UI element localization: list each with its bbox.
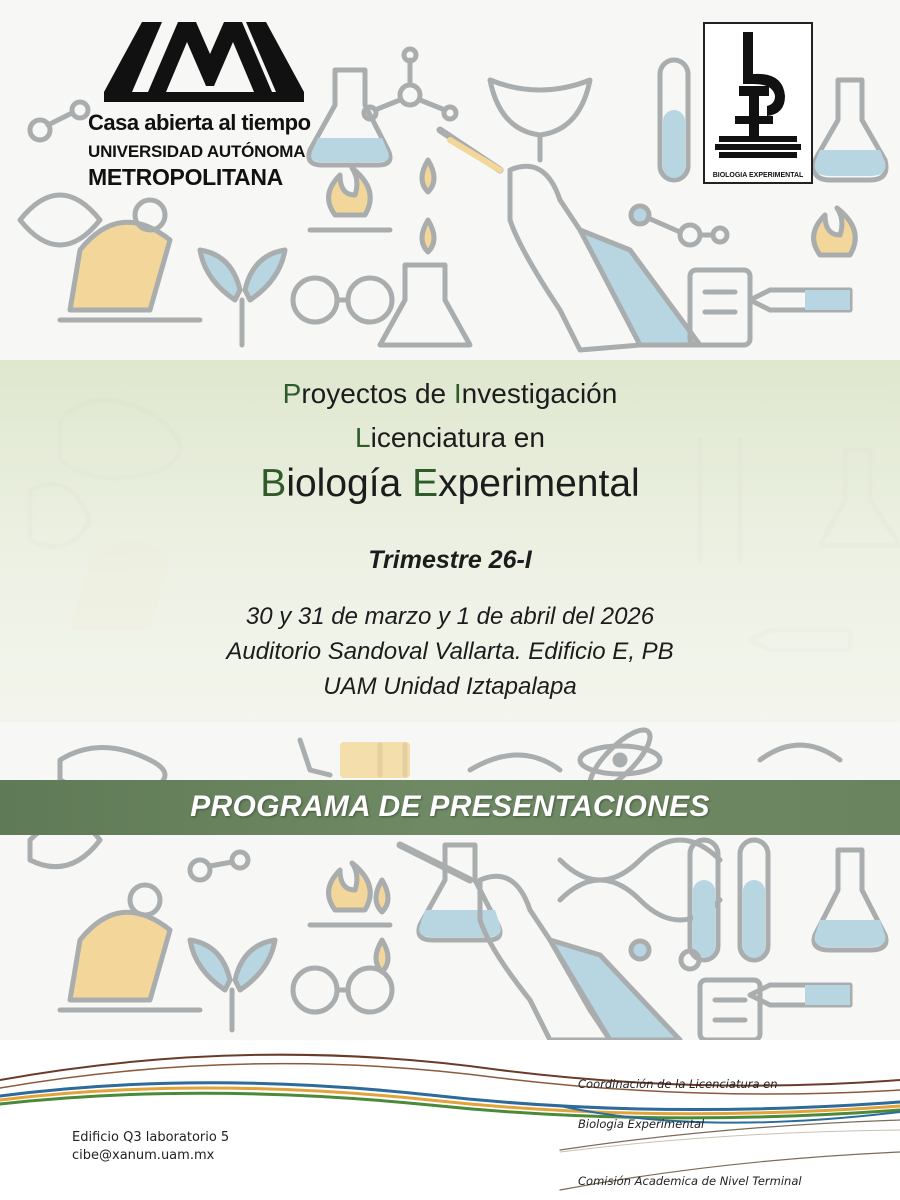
glasses-icon bbox=[293, 968, 392, 1012]
footer-coordination-line1: Coordinación de la Licenciatura en bbox=[578, 1077, 778, 1091]
title-text: icenciatura en bbox=[370, 422, 545, 453]
footer-coordination-line2: Biologia Experimental bbox=[578, 1117, 705, 1131]
test-tube-icon bbox=[690, 840, 768, 960]
pencil-icon bbox=[750, 985, 850, 1005]
title-initial: I bbox=[453, 378, 462, 409]
title-text: nvestigación bbox=[461, 378, 618, 409]
title-text: iología bbox=[286, 462, 413, 505]
event-venue: Auditorio Sandoval Vallarta. Edificio E, PB bbox=[226, 638, 674, 665]
uam-logo bbox=[82, 14, 322, 190]
title-line-program bbox=[0, 462, 900, 506]
microscope-icon bbox=[60, 885, 200, 1010]
microscope-icon bbox=[60, 200, 200, 320]
atom-icon bbox=[364, 49, 456, 119]
molecule-icon bbox=[631, 206, 727, 245]
term-label: Trimestre 26-I bbox=[368, 546, 532, 574]
event-campus: UAM Unidad Iztapalapa bbox=[323, 673, 577, 700]
title-initial: L bbox=[355, 422, 371, 453]
uam-emblem-icon bbox=[104, 14, 304, 104]
footer-address: Edificio Q3 laboratorio 5 bbox=[72, 1130, 230, 1145]
footer-commission: Comisión Academica de Nivel Terminal bbox=[578, 1174, 802, 1188]
test-tube-icon bbox=[660, 60, 688, 180]
clipboard-icon bbox=[690, 270, 750, 345]
title-text: xperimental bbox=[438, 462, 640, 505]
title-line-projects bbox=[0, 378, 900, 410]
glasses-icon bbox=[293, 278, 392, 322]
title-initial: P bbox=[282, 378, 302, 409]
footer bbox=[0, 1040, 900, 1200]
uam-name-line1: UNIVERSIDAD AUTÓNOMA bbox=[88, 142, 306, 161]
microscope-logo-icon bbox=[705, 24, 811, 174]
biologia-experimental-logo bbox=[703, 22, 813, 184]
flame-icon bbox=[814, 208, 856, 255]
title-initial: B bbox=[260, 462, 287, 505]
flask-icon bbox=[814, 80, 886, 180]
uam-name-line2: METROPOLITANA bbox=[88, 164, 283, 190]
plant-icon bbox=[190, 940, 275, 1030]
pencil-icon bbox=[750, 290, 850, 310]
footer-email: cibe@xanum.uam.mx bbox=[72, 1148, 215, 1163]
beaker-icon bbox=[490, 80, 590, 160]
title-initial: E bbox=[412, 462, 439, 505]
flame-icon bbox=[310, 168, 390, 230]
title-line-degree bbox=[0, 422, 900, 454]
droplet-icon bbox=[422, 160, 434, 252]
program-logo-label: BIOLOGIA EXPERIMENTAL bbox=[712, 172, 804, 179]
program-title: PROGRAMA DE PRESENTACIONES bbox=[190, 790, 710, 823]
program-banner bbox=[0, 780, 900, 835]
event-dates: 30 y 31 de marzo y 1 de abril del 2026 bbox=[245, 603, 655, 630]
clipboard-icon bbox=[700, 980, 760, 1040]
uam-motto: Casa abierta al tiempo bbox=[88, 110, 311, 135]
flask-icon bbox=[814, 850, 886, 950]
plant-icon bbox=[200, 250, 285, 345]
title-text: royectos de bbox=[301, 378, 454, 409]
title-band bbox=[0, 360, 900, 722]
